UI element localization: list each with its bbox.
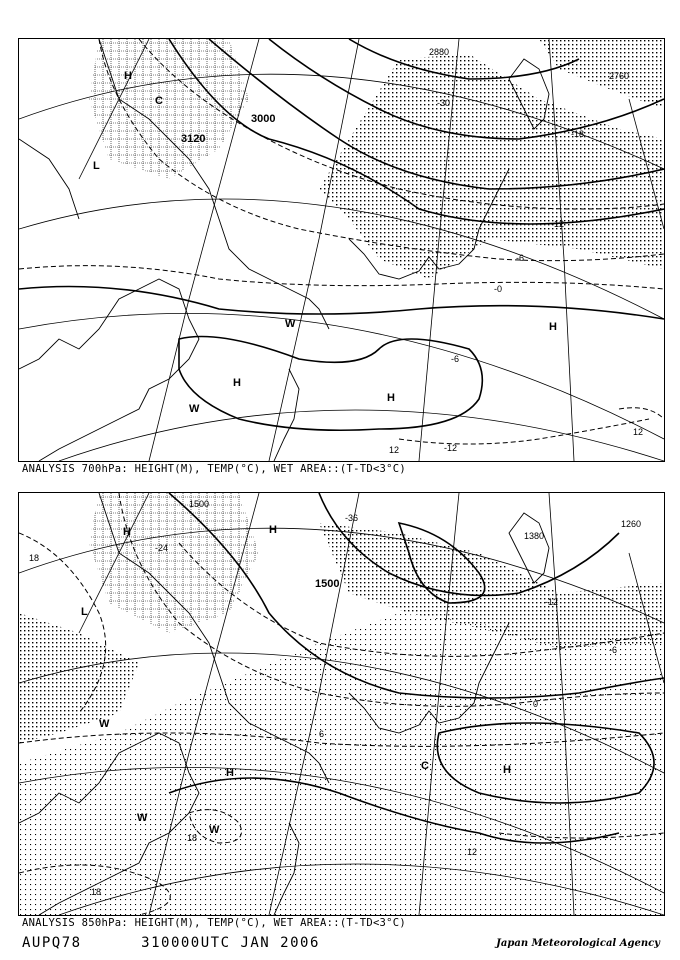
high-center: H: [226, 767, 234, 779]
high-center: H: [124, 70, 132, 82]
warm-center: W: [209, 824, 220, 836]
caption-700hpa: ANALYSIS 700hPa: HEIGHT(M), TEMP(°C), WET AREA::(T-TD<3°C): [22, 463, 407, 475]
temperature-label: -24: [155, 543, 169, 553]
product-header: [22, 935, 320, 951]
temperature-label: 0: [533, 699, 539, 709]
grid-hatch-area: [89, 493, 259, 633]
high-center: H: [233, 377, 241, 389]
temperature-label: -18: [571, 129, 585, 139]
temperature-label: -12: [444, 443, 458, 453]
height-label: 2880: [429, 47, 450, 57]
height-label: 1380: [524, 531, 545, 541]
high-center: H: [549, 321, 557, 333]
caption-850hpa: ANALYSIS 850hPa: HEIGHT(M), TEMP(°C), WET AREA::(T-TD<3°C): [22, 917, 407, 929]
isotherm: [619, 408, 664, 419]
high-center: H: [123, 526, 131, 538]
height-contour: [19, 287, 664, 320]
temperature-label: -6: [516, 253, 525, 263]
warm-center: W: [285, 318, 296, 330]
temperature-label: 18: [91, 887, 102, 897]
low-center: L: [93, 160, 100, 172]
temperature-label: 18: [29, 553, 40, 563]
temperature-label: -6: [451, 354, 460, 364]
temperature-label: -12: [545, 597, 559, 607]
temperature-label: 12: [633, 427, 644, 437]
valid-time: 310000UTC JAN 2006: [141, 935, 320, 951]
warm-center: W: [137, 812, 148, 824]
temperature-label: 12: [389, 445, 400, 455]
isotherm: [19, 266, 664, 289]
temperature-label: -36: [345, 513, 359, 523]
warm-center: W: [99, 718, 110, 730]
map-panel-700hpa: [18, 38, 665, 462]
cold-center: C: [421, 760, 429, 772]
height-contour: [179, 337, 482, 431]
height-label: 1500: [189, 499, 210, 509]
coastline: [19, 279, 199, 461]
map-panel-850hpa: [18, 492, 665, 916]
temperature-label: -6: [609, 645, 618, 655]
cold-center: C: [155, 95, 163, 107]
agency-name: Japan Meteorological Agency: [496, 938, 660, 949]
map-850hpa-svg: [19, 493, 664, 915]
map-700hpa-svg: [19, 39, 664, 461]
warm-center: W: [189, 403, 200, 415]
product-code: AUPQ78: [22, 935, 82, 951]
meridian-line: [269, 39, 359, 461]
coastline: [19, 139, 79, 219]
meridian-line: [549, 39, 574, 461]
temperature-label: -12: [551, 219, 565, 229]
high-center: H: [269, 524, 277, 536]
temperature-label: 6: [319, 729, 325, 739]
height-label: 1260: [621, 519, 642, 529]
height-label: 3000: [251, 113, 276, 125]
temperature-label: 12: [467, 847, 478, 857]
height-label: 2760: [609, 71, 630, 81]
low-center: L: [81, 606, 88, 618]
temperature-label: 18: [187, 833, 198, 843]
high-center: H: [387, 392, 395, 404]
height-label: 1500: [315, 578, 340, 590]
temperature-label: -30: [437, 98, 451, 108]
wet-area: [539, 39, 664, 109]
temperature-label: -0: [494, 284, 503, 294]
high-center: H: [503, 764, 511, 776]
height-label: 3120: [181, 133, 206, 145]
